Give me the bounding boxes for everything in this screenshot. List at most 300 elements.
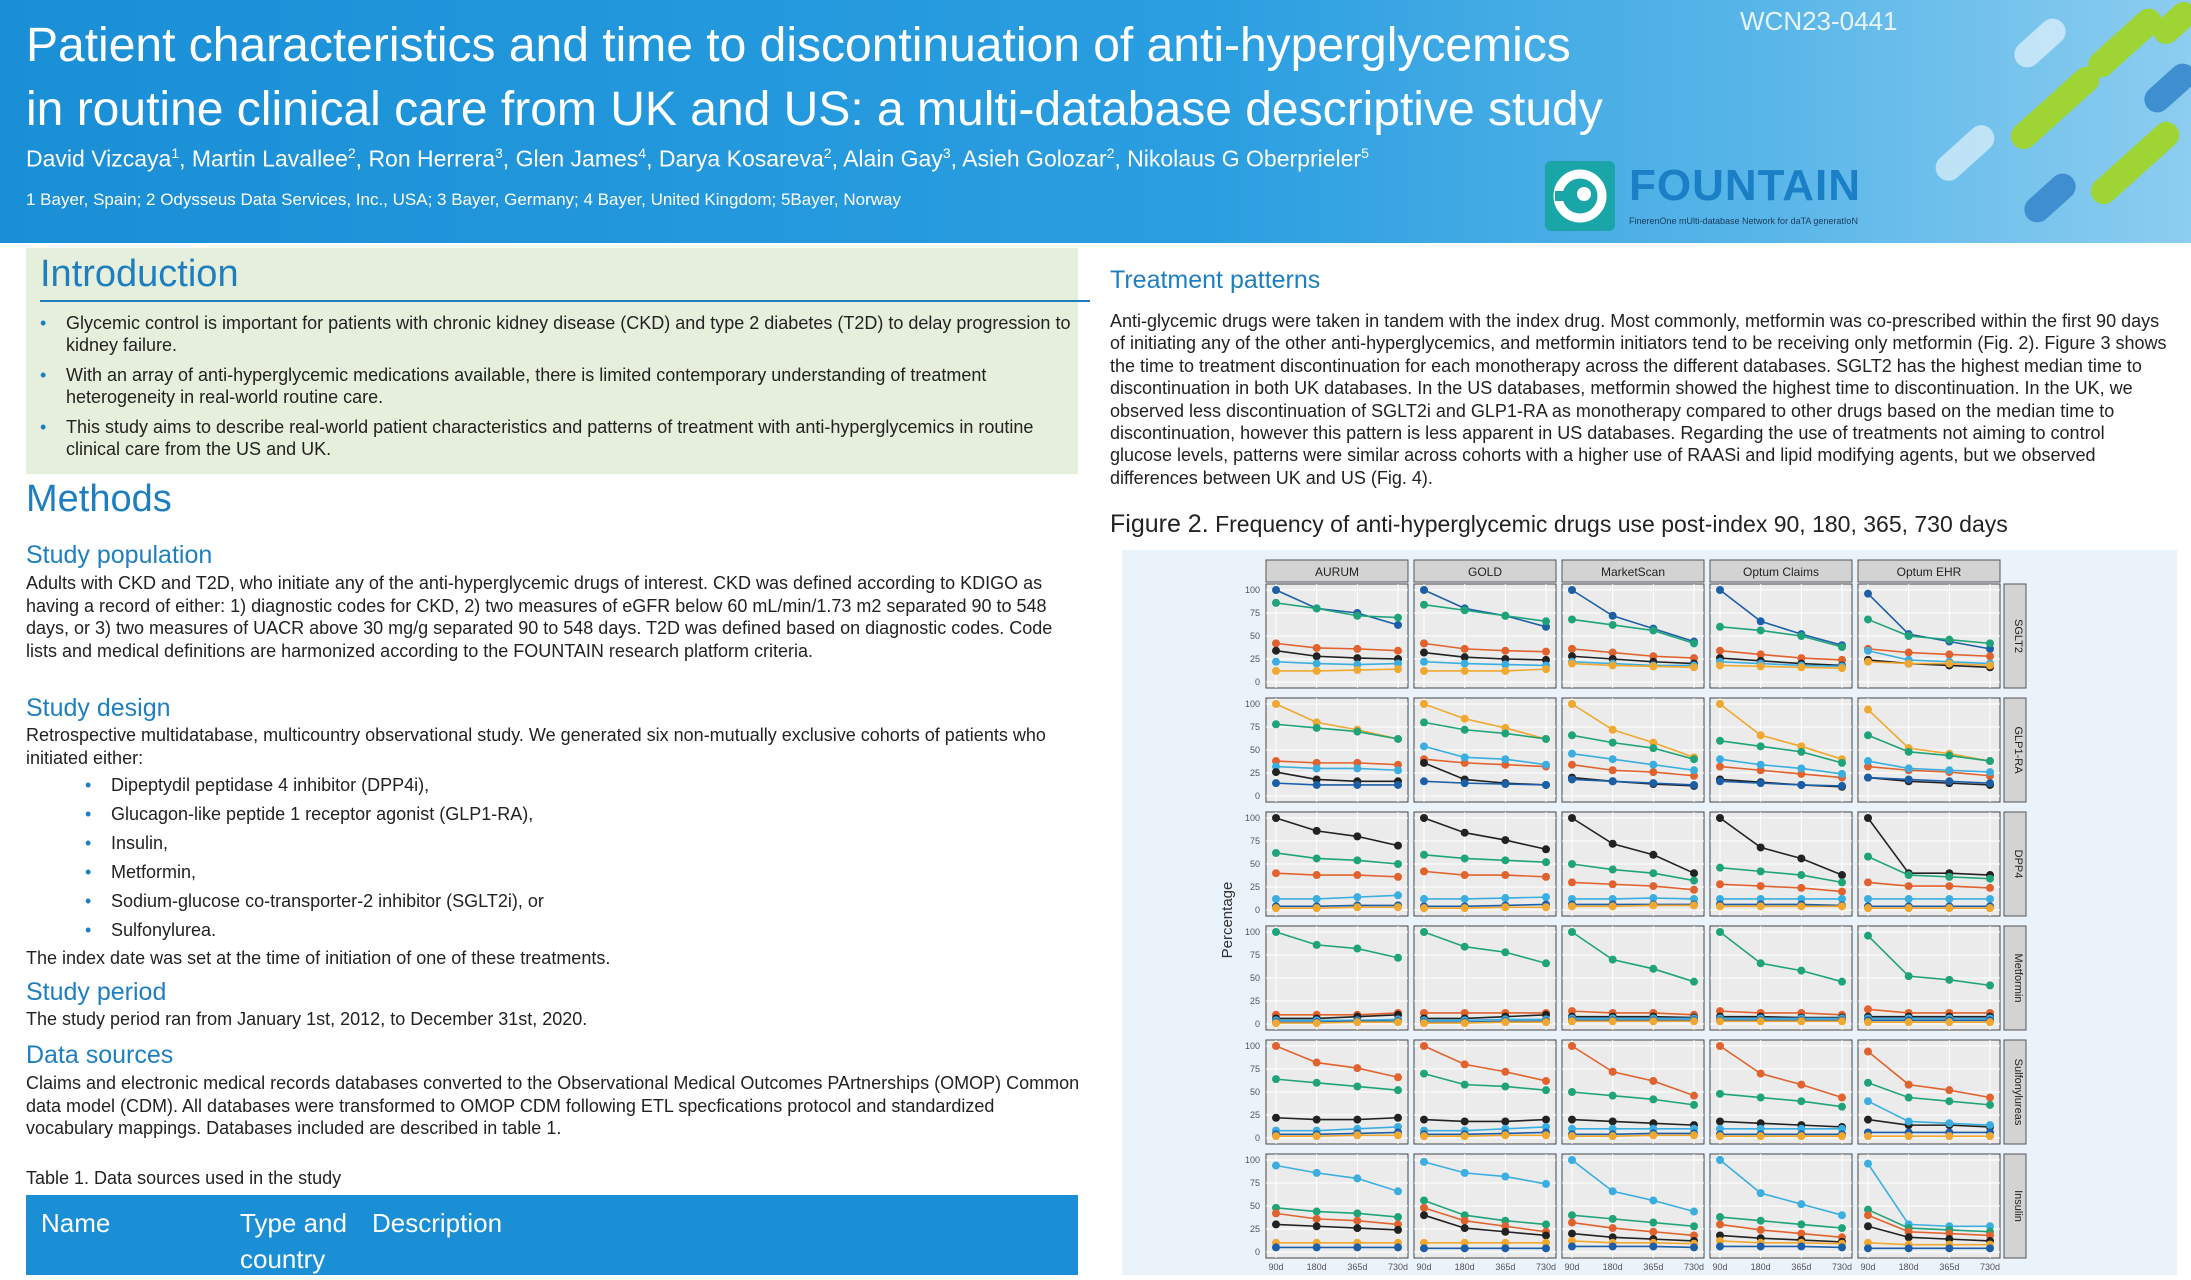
data-point-metformin	[1568, 615, 1576, 623]
data-point-insulin	[1945, 1119, 1953, 1127]
data-point-glp1-ra	[1394, 665, 1402, 673]
data-point-metformin	[1313, 854, 1321, 862]
data-point-insulin	[1864, 1097, 1872, 1105]
data-point-insulin	[1757, 1189, 1765, 1197]
title-line-1: Patient characteristics and time to discontinuation of anti-hyperglycemics	[26, 19, 1571, 72]
data-point-sulfonylureas	[1649, 1228, 1657, 1236]
x-tick-label: 365d	[1643, 1262, 1664, 1272]
data-point-insulin	[1568, 1156, 1576, 1164]
data-point-metformin	[1797, 967, 1805, 975]
data-point-sglt2	[1905, 775, 1913, 783]
data-point-metformin	[1609, 621, 1617, 629]
data-point-metformin	[1461, 943, 1469, 951]
data-point-sulfonylureas	[1501, 647, 1509, 655]
y-tick-label: 25	[1249, 1224, 1260, 1234]
y-tick-label: 75	[1249, 836, 1260, 846]
data-point-insulin	[1690, 1208, 1698, 1216]
data-point-sglt2	[1568, 586, 1576, 594]
data-point-metformin	[1716, 623, 1724, 631]
data-point-insulin	[1649, 1196, 1657, 1204]
data-point-metformin	[1420, 1070, 1428, 1078]
data-point-metformin	[1420, 718, 1428, 726]
data-point-metformin	[1420, 928, 1428, 936]
data-point-metformin	[1864, 615, 1872, 623]
data-point-glp1-ra	[1838, 1132, 1846, 1140]
data-point-insulin	[1945, 766, 1953, 774]
decorative-pill-icon	[2148, 0, 2191, 49]
methods-heading: Methods	[26, 478, 172, 520]
data-point-insulin	[1313, 895, 1321, 903]
table-caption: Table 1. Data sources used in the study	[26, 1168, 342, 1188]
data-point-dpp4	[1272, 647, 1280, 655]
x-tick-label: 90d	[1712, 1262, 1728, 1272]
data-point-sulfonylureas	[1313, 1059, 1321, 1067]
x-tick-label: 730d	[1683, 1262, 1705, 1272]
data-point-metformin	[1542, 735, 1550, 743]
data-point-metformin	[1905, 1094, 1913, 1102]
data-point-insulin	[1797, 764, 1805, 772]
author-name: Alain Gay	[843, 145, 943, 172]
data-point-insulin	[1394, 1187, 1402, 1195]
data-point-metformin	[1649, 965, 1657, 973]
list-item: • Dipeptydil peptidase 4 inhibitor (DPP4i),	[111, 774, 544, 803]
data-point-sulfonylureas	[1757, 1226, 1765, 1234]
data-point-sglt2	[1420, 1244, 1428, 1252]
facet-strip-label: Metformin	[2012, 953, 2024, 1003]
data-point-sulfonylureas	[1905, 1081, 1913, 1089]
data-point-metformin	[1272, 849, 1280, 857]
x-tick-label: 730d	[1535, 1262, 1557, 1272]
data-point-glp1-ra	[1394, 1131, 1402, 1139]
y-tick-label: 0	[1254, 677, 1260, 687]
data-point-sulfonylureas	[1461, 645, 1469, 653]
data-point-metformin	[1542, 1220, 1550, 1228]
series-line-glp1-ra	[1276, 907, 1398, 908]
decorative-pill-icon	[2009, 13, 2071, 72]
y-tick-label: 100	[1244, 585, 1260, 595]
data-point-sulfonylureas	[1394, 873, 1402, 881]
data-point-metformin	[1649, 1219, 1657, 1227]
data-point-glp1-ra	[1501, 903, 1509, 911]
data-sources-text: Claims and electronic medical records databases converted to the Observational Medical Outcomes PArtnerships (OMOP) Common data model (CDM). All databases were transformed to OMOP CDM following ETL specfications protocol and standardized vocabulary mappings. Databases included are described in table 1.	[26, 1073, 1080, 1138]
data-point-sglt2	[1461, 1244, 1469, 1252]
author-name: Glen James	[515, 145, 639, 172]
author-affiliation-number: 2	[823, 145, 832, 161]
data-point-sglt2	[1838, 782, 1846, 790]
data-point-insulin	[1313, 1169, 1321, 1177]
facet-strip-label: Optum Claims	[1742, 565, 1820, 579]
introduction-heading: Introduction	[40, 253, 239, 295]
data-point-glp1-ra	[1272, 1019, 1280, 1027]
data-point-sulfonylureas	[1797, 1081, 1805, 1089]
data-point-dpp4	[1757, 843, 1765, 851]
data-point-glp1-ra	[1838, 1017, 1846, 1025]
author-name: Ron Herrera	[368, 145, 495, 172]
decorative-pill-icon	[2005, 62, 2104, 155]
data-sources-heading: Data sources	[26, 1041, 174, 1069]
data-point-dpp4	[1568, 1230, 1576, 1238]
data-point-dpp4	[1272, 1220, 1280, 1228]
data-point-sulfonylureas	[1649, 882, 1657, 890]
author-name: Martin Lavallee	[191, 145, 348, 172]
data-point-metformin	[1649, 1095, 1657, 1103]
x-tick-label: 180d	[1750, 1262, 1771, 1272]
data-point-dpp4	[1864, 814, 1872, 822]
data-point-glp1-ra	[1986, 1018, 1994, 1026]
data-point-metformin	[1986, 981, 1994, 989]
x-tick-label: 90d	[1860, 1262, 1876, 1272]
data-point-insulin	[1986, 895, 1994, 903]
data-point-glp1-ra	[1542, 1018, 1550, 1026]
data-point-glp1-ra	[1461, 1019, 1469, 1027]
data-point-glp1-ra	[1501, 1131, 1509, 1139]
data-point-metformin	[1609, 739, 1617, 747]
data-point-sulfonylureas	[1353, 645, 1361, 653]
data-point-insulin	[1568, 750, 1576, 758]
data-point-sulfonylureas	[1461, 871, 1469, 879]
data-point-glp1-ra	[1757, 662, 1765, 670]
data-point-dpp4	[1542, 845, 1550, 853]
data-point-glp1-ra	[1353, 666, 1361, 674]
data-point-sulfonylureas	[1945, 650, 1953, 658]
data-point-glp1-ra	[1501, 1018, 1509, 1026]
author-affiliation-number: 2	[347, 145, 356, 161]
data-point-sulfonylureas	[1420, 1204, 1428, 1212]
data-point-metformin	[1905, 632, 1913, 640]
data-point-dpp4	[1420, 759, 1428, 767]
data-point-sglt2	[1757, 617, 1765, 625]
data-point-dpp4	[1272, 768, 1280, 776]
study-population-text: Adults with CKD and T2D, who initiate any of the anti-hyperglycemic drugs of interest. CKD was defined according to KDIGO as having a record of either: 1) diagnostic codes for CKD, 2) two measures of eGFR below 60 mL/min/1.73 m2 separated 90 to 548 days, or 3) two measures of UACR above 30 mg/g separated 90 to 548 days. T2D was defined based on diagnostic codes. Code lists and medical definitions are harmonized according to the FOUNTAIN research platform criteria.	[26, 573, 1053, 661]
data-point-metformin	[1690, 755, 1698, 763]
data-point-metformin	[1716, 1213, 1724, 1221]
data-point-sulfonylureas	[1272, 639, 1280, 647]
facet-strip-label: AURUM	[1315, 565, 1359, 579]
figure-2-chart	[1122, 550, 2177, 1275]
data-point-metformin	[1945, 1097, 1953, 1105]
y-tick-label: 100	[1244, 1041, 1260, 1051]
data-point-glp1-ra	[1864, 1018, 1872, 1026]
data-point-glp1-ra	[1797, 663, 1805, 671]
data-point-sulfonylureas	[1420, 1042, 1428, 1050]
data-point-metformin	[1542, 617, 1550, 625]
data-point-insulin	[1272, 895, 1280, 903]
data-point-metformin	[1757, 1217, 1765, 1225]
table-header-type: Type and country	[240, 1208, 347, 1274]
data-point-metformin	[1757, 1094, 1765, 1102]
data-point-sulfonylureas	[1757, 882, 1765, 890]
data-point-sulfonylureas	[1609, 1224, 1617, 1232]
series-line-sglt2	[1720, 1246, 1842, 1247]
data-point-glp1-ra	[1797, 902, 1805, 910]
data-point-insulin	[1905, 1117, 1913, 1125]
data-point-metformin	[1272, 720, 1280, 728]
data-point-dpp4	[1501, 1117, 1509, 1125]
data-point-insulin	[1797, 1200, 1805, 1208]
list-item: • Glucagon-like peptide 1 receptor agonist (GLP1-RA),	[111, 803, 544, 832]
data-point-insulin	[1986, 1121, 1994, 1129]
decorative-pill-icon	[2085, 117, 2184, 210]
study-design-text: Retrospective multidatabase, multicountry observational study. We generated six non-mutually exclusive cohorts of patients who initiated either:	[26, 725, 1046, 768]
figure-caption-text: Frequency of anti-hyperglycemic drugs use post-index 90, 180, 365, 730 days	[1215, 511, 2008, 537]
data-point-sglt2	[1905, 1244, 1913, 1252]
data-point-metformin	[1757, 959, 1765, 967]
data-point-dpp4	[1568, 814, 1576, 822]
data-point-sglt2	[1272, 1243, 1280, 1251]
data-point-metformin	[1986, 875, 1994, 883]
abstract-code: WCN23-0441	[1740, 6, 1898, 36]
y-tick-label: 100	[1244, 699, 1260, 709]
data-point-dpp4	[1420, 1211, 1428, 1219]
data-point-metformin	[1838, 1103, 1846, 1111]
data-point-sulfonylureas	[1609, 1068, 1617, 1076]
data-point-glp1-ra	[1986, 1132, 1994, 1140]
data-point-glp1-ra	[1461, 904, 1469, 912]
data-point-glp1-ra	[1272, 700, 1280, 708]
data-point-glp1-ra	[1716, 1017, 1724, 1025]
data-point-sglt2	[1313, 781, 1321, 789]
data-point-insulin	[1609, 1187, 1617, 1195]
data-point-insulin	[1905, 895, 1913, 903]
data-point-glp1-ra	[1609, 726, 1617, 734]
study-period-text: The study period ran from January 1st, 2012, to December 31st, 2020.	[26, 1009, 588, 1029]
data-point-glp1-ra	[1986, 661, 1994, 669]
data-point-glp1-ra	[1394, 1018, 1402, 1026]
data-point-sglt2	[1420, 777, 1428, 785]
data-point-glp1-ra	[1461, 715, 1469, 723]
data-point-sulfonylureas	[1313, 871, 1321, 879]
data-point-sglt2	[1649, 779, 1657, 787]
y-tick-label: 75	[1249, 950, 1260, 960]
data-point-insulin	[1461, 660, 1469, 668]
drug-list	[111, 774, 544, 948]
data-point-glp1-ra	[1420, 904, 1428, 912]
data-point-sulfonylureas	[1716, 880, 1724, 888]
data-point-sulfonylureas	[1716, 763, 1724, 771]
y-tick-label: 50	[1249, 859, 1260, 869]
data-point-sulfonylureas	[1272, 1209, 1280, 1217]
facet-strip-label: GLP1-RA	[2012, 726, 2024, 774]
y-tick-label: 0	[1254, 791, 1260, 801]
series-line-glp1-ra	[1424, 1022, 1546, 1023]
data-point-dpp4	[1394, 842, 1402, 850]
data-point-glp1-ra	[1905, 1018, 1913, 1026]
y-tick-label: 25	[1249, 768, 1260, 778]
data-point-insulin	[1542, 1180, 1550, 1188]
data-point-metformin	[1542, 959, 1550, 967]
data-point-metformin	[1690, 877, 1698, 885]
data-point-sglt2	[1272, 586, 1280, 594]
data-sources-table-header	[26, 1195, 1078, 1275]
data-point-glp1-ra	[1609, 902, 1617, 910]
data-point-sulfonylureas	[1461, 1217, 1469, 1225]
y-tick-label: 50	[1249, 745, 1260, 755]
data-point-insulin	[1272, 658, 1280, 666]
data-point-metformin	[1461, 854, 1469, 862]
author-affiliation-number: 2	[1106, 145, 1115, 161]
data-point-glp1-ra	[1864, 706, 1872, 714]
data-point-glp1-ra	[1609, 1132, 1617, 1140]
y-tick-label: 25	[1249, 882, 1260, 892]
data-point-insulin	[1420, 895, 1428, 903]
data-point-metformin	[1716, 864, 1724, 872]
data-point-sulfonylureas	[1945, 1086, 1953, 1094]
data-point-insulin	[1716, 755, 1724, 763]
data-point-metformin	[1501, 1082, 1509, 1090]
data-point-insulin	[1945, 895, 1953, 903]
data-point-glp1-ra	[1945, 904, 1953, 912]
data-point-dpp4	[1609, 1117, 1617, 1125]
data-point-sulfonylureas	[1905, 649, 1913, 657]
data-point-metformin	[1394, 1213, 1402, 1221]
data-point-insulin	[1757, 761, 1765, 769]
series-line-insulin	[1424, 1019, 1546, 1020]
series-line-sglt2	[1276, 905, 1398, 906]
data-point-sulfonylureas	[1353, 1064, 1361, 1072]
x-tick-label: 365d	[1495, 1262, 1516, 1272]
data-point-metformin	[1945, 873, 1953, 881]
data-point-metformin	[1501, 856, 1509, 864]
data-point-insulin	[1649, 761, 1657, 769]
data-point-metformin	[1501, 612, 1509, 620]
data-point-metformin	[1797, 632, 1805, 640]
data-point-glp1-ra	[1420, 700, 1428, 708]
data-point-dpp4	[1542, 1116, 1550, 1124]
data-point-sulfonylureas	[1838, 888, 1846, 896]
data-point-metformin	[1757, 626, 1765, 634]
data-point-glp1-ra	[1649, 1017, 1657, 1025]
y-tick-label: 0	[1254, 1019, 1260, 1029]
data-point-insulin	[1905, 764, 1913, 772]
data-point-dpp4	[1461, 1117, 1469, 1125]
series-line-sglt2	[1572, 1133, 1694, 1134]
data-point-dpp4	[1313, 827, 1321, 835]
series-line-dpp4	[1720, 1017, 1842, 1018]
data-point-glp1-ra	[1757, 1017, 1765, 1025]
data-point-metformin	[1986, 1101, 1994, 1109]
data-point-sglt2	[1864, 1244, 1872, 1252]
series-line-glp1-ra	[1424, 1135, 1546, 1136]
x-tick-label: 90d	[1564, 1262, 1580, 1272]
data-point-metformin	[1690, 639, 1698, 647]
data-point-glp1-ra	[1353, 1131, 1361, 1139]
data-point-glp1-ra	[1420, 667, 1428, 675]
figure-caption	[1110, 510, 2008, 539]
data-point-sglt2	[1461, 779, 1469, 787]
title-line-2: in routine clinical care from UK and US: a multi-database descriptive study	[26, 83, 1603, 136]
data-point-metformin	[1420, 601, 1428, 609]
x-tick-label: 180d	[1898, 1262, 1919, 1272]
index-date-text: The index date was set at the time of initiation of one of these treatments.	[26, 948, 611, 968]
data-point-dpp4	[1542, 1231, 1550, 1239]
data-point-sglt2	[1394, 781, 1402, 789]
data-point-sglt2	[1353, 1243, 1361, 1251]
data-point-dpp4	[1461, 1224, 1469, 1232]
data-point-glp1-ra	[1757, 1132, 1765, 1140]
author-affiliation-number: 4	[638, 145, 647, 161]
data-point-metformin	[1461, 726, 1469, 734]
data-point-sglt2	[1757, 779, 1765, 787]
x-tick-label: 180d	[1602, 1262, 1623, 1272]
data-point-metformin	[1945, 976, 1953, 984]
data-point-insulin	[1864, 757, 1872, 765]
affiliations: 1 Bayer, Spain; 2 Odysseus Data Services, Inc., USA; 3 Bayer, Germany; 4 Bayer, United Kingdom; 5Bayer, Norway	[26, 190, 901, 209]
data-point-metformin	[1649, 626, 1657, 634]
data-point-sglt2	[1797, 781, 1805, 789]
data-point-sulfonylureas	[1864, 1211, 1872, 1219]
data-point-sulfonylureas	[1568, 1219, 1576, 1227]
data-point-metformin	[1394, 954, 1402, 962]
data-point-glp1-ra	[1716, 902, 1724, 910]
data-point-metformin	[1864, 932, 1872, 940]
list-item: • Insulin,	[111, 832, 544, 861]
data-point-metformin	[1542, 858, 1550, 866]
introduction-bullets	[26, 312, 1076, 468]
data-point-glp1-ra	[1394, 903, 1402, 911]
data-point-metformin	[1609, 1215, 1617, 1223]
data-point-glp1-ra	[1353, 1018, 1361, 1026]
logo-name: FOUNTAIN	[1629, 161, 1862, 210]
data-point-sglt2	[1757, 1242, 1765, 1250]
data-point-metformin	[1353, 612, 1361, 620]
data-point-sglt2	[1420, 586, 1428, 594]
data-point-insulin	[1501, 894, 1509, 902]
data-point-sulfonylureas	[1501, 1068, 1509, 1076]
series-line-glp1-ra	[1572, 1135, 1694, 1136]
data-point-metformin	[1838, 878, 1846, 886]
data-point-glp1-ra	[1609, 1017, 1617, 1025]
y-tick-label: 0	[1254, 1247, 1260, 1257]
fountain-logo-icon	[1545, 161, 1615, 231]
data-point-glp1-ra	[1609, 661, 1617, 669]
data-point-sglt2	[1542, 1244, 1550, 1252]
list-item: • This study aims to describe real-world patient characteristics and patterns of treatment with anti-hyperglycemics in routine clinical care from the US and UK.	[66, 416, 1076, 460]
data-point-sulfonylureas	[1716, 1042, 1724, 1050]
data-point-glp1-ra	[1690, 1131, 1698, 1139]
poster-title	[26, 14, 1746, 142]
data-point-insulin	[1690, 766, 1698, 774]
x-tick-label: 365d	[1791, 1262, 1812, 1272]
data-point-metformin	[1757, 867, 1765, 875]
data-point-metformin	[1945, 636, 1953, 644]
data-point-sglt2	[1501, 1244, 1509, 1252]
data-point-glp1-ra	[1838, 902, 1846, 910]
data-point-insulin	[1838, 770, 1846, 778]
data-point-sulfonylureas	[1716, 1220, 1724, 1228]
data-point-metformin	[1461, 1081, 1469, 1089]
list-item: • Sodium-glucose co-transporter-2 inhibitor (SGLT2i), or	[111, 890, 544, 919]
data-point-dpp4	[1353, 832, 1361, 840]
data-point-metformin	[1838, 978, 1846, 986]
data-point-glp1-ra	[1272, 667, 1280, 675]
data-point-glp1-ra	[1864, 658, 1872, 666]
data-point-glp1-ra	[1945, 1132, 1953, 1140]
data-point-insulin	[1501, 755, 1509, 763]
y-tick-label: 25	[1249, 996, 1260, 1006]
data-point-sglt2	[1568, 775, 1576, 783]
list-item: • Sulfonylurea.	[111, 919, 544, 948]
data-point-metformin	[1757, 742, 1765, 750]
data-point-insulin	[1420, 658, 1428, 666]
decorative-pill-icon	[2019, 168, 2081, 227]
data-point-insulin	[1864, 1160, 1872, 1168]
data-point-insulin	[1609, 755, 1617, 763]
data-point-glp1-ra	[1313, 1019, 1321, 1027]
y-tick-label: 25	[1249, 1110, 1260, 1120]
data-point-metformin	[1838, 1224, 1846, 1232]
y-tick-label: 75	[1249, 1064, 1260, 1074]
data-point-insulin	[1420, 1158, 1428, 1166]
